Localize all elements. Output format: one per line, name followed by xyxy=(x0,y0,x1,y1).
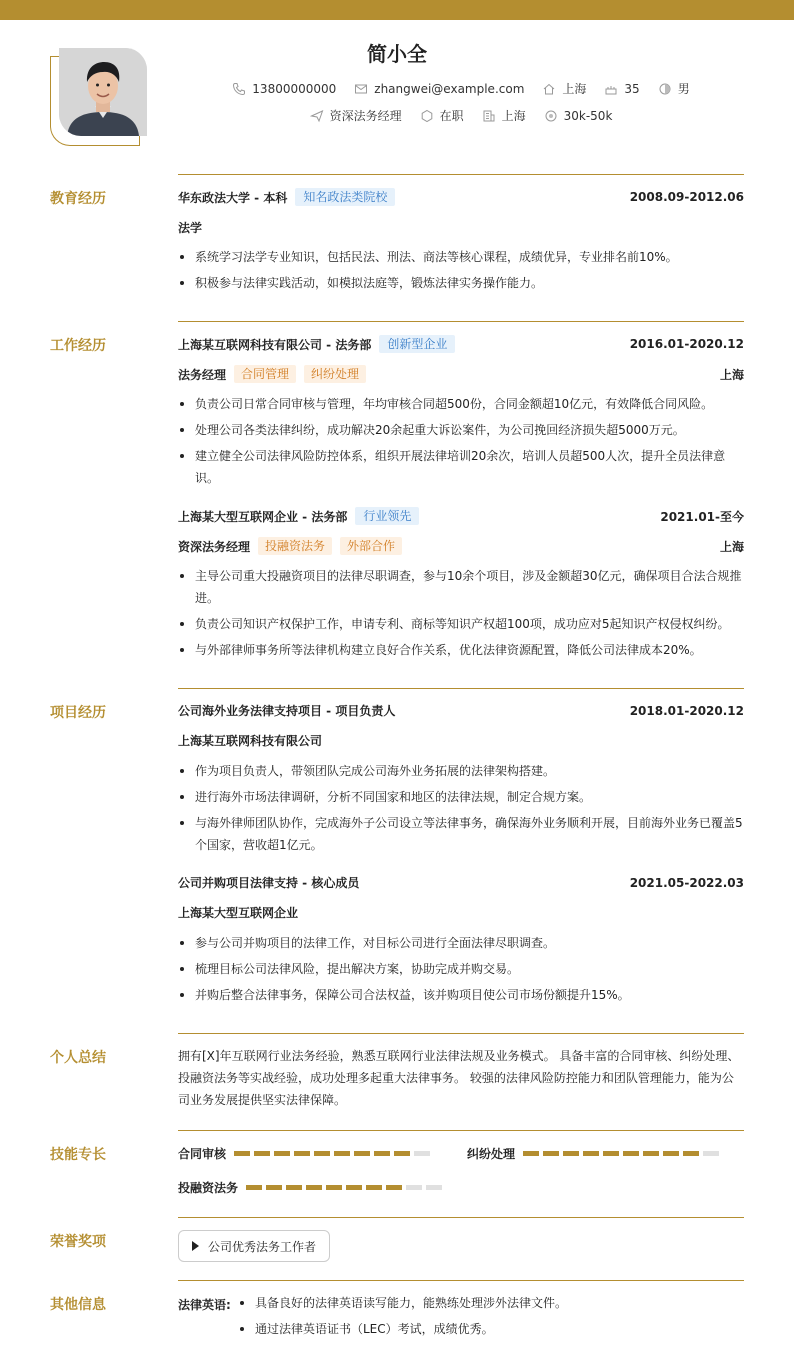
education-major-row xyxy=(178,219,744,236)
salary-text: 30k-50k xyxy=(563,108,613,123)
skill-level-bar xyxy=(234,1151,434,1156)
skill-tag: 外部合作 xyxy=(340,537,402,555)
skill-level-segment xyxy=(703,1151,719,1156)
skill-level-segment xyxy=(523,1151,539,1156)
award-chip[interactable] xyxy=(178,1230,330,1262)
building-icon xyxy=(482,109,496,123)
section-divider xyxy=(178,1217,744,1218)
work-header-1 xyxy=(178,335,744,353)
list-item: 主导公司重大投融资项目的法律尽职调查，参与10余个项目，涉及金额超30亿元，确保项目合法合规推进。 xyxy=(178,565,744,609)
list-item: 与海外律师团队协作，完成海外子公司设立等法律事务，确保海外业务顺利开展，目前海外业务已覆盖5个国家，营收超1亿元。 xyxy=(178,812,744,856)
work-date: 2016.01-2020.12 xyxy=(629,337,744,351)
skill-level-segment xyxy=(346,1185,362,1190)
school-name: 华东政法大学 - 本科 xyxy=(178,190,288,205)
send-icon xyxy=(310,109,324,123)
list-item: 负责公司知识产权保护工作，申请专利、商标等知识产权超100项，成功应对5起知识产权侵权纠纷。 xyxy=(178,613,744,635)
company-name: 上海某互联网科技有限公司 - 法务部 xyxy=(178,337,372,352)
list-item: 通过法律英语证书（LEC）考试，成绩优秀。 xyxy=(238,1318,744,1340)
top-accent-bar xyxy=(0,0,794,20)
education-bullets xyxy=(178,246,744,298)
position-item xyxy=(310,107,402,124)
project-org-row-1 xyxy=(178,732,744,749)
phone-item xyxy=(232,82,336,96)
mail-icon xyxy=(354,82,368,96)
home-icon xyxy=(542,82,556,96)
gender-item xyxy=(658,80,690,97)
skill-level-segment xyxy=(583,1151,599,1156)
gender-text: 男 xyxy=(677,82,690,96)
section-divider xyxy=(178,174,744,175)
skill-level-segment xyxy=(266,1185,282,1190)
skill-name: 投融资法务 xyxy=(178,1181,239,1195)
role: 法务经理 xyxy=(178,367,227,382)
work-bullets-1 xyxy=(178,393,744,493)
skill-level-segment xyxy=(306,1185,322,1190)
section-title-project: 项目经历 xyxy=(50,705,106,721)
skill-name: 纠纷处理 xyxy=(467,1147,516,1161)
skill-level-segment xyxy=(254,1151,270,1156)
section-title-summary: 个人总结 xyxy=(50,1050,106,1066)
status-text: 在职 xyxy=(439,109,464,123)
skill-tag: 投融资法务 xyxy=(258,537,332,555)
section-divider xyxy=(178,1130,744,1131)
skill-level-segment xyxy=(563,1151,579,1156)
section-title-skills: 技能专长 xyxy=(50,1147,106,1163)
skill-level-segment xyxy=(603,1151,619,1156)
position-text: 资深法务经理 xyxy=(329,109,402,123)
section-divider xyxy=(178,1033,744,1034)
project-header-1 xyxy=(178,702,744,719)
skill-level-segment xyxy=(246,1185,262,1190)
skill-level-segment xyxy=(234,1151,250,1156)
skill-level-bar xyxy=(246,1185,446,1190)
salary-item xyxy=(544,109,613,123)
age-item xyxy=(604,82,639,96)
city-item xyxy=(542,80,586,97)
company-tag: 行业领先 xyxy=(355,507,419,525)
project-header-2 xyxy=(178,874,744,891)
project-date: 2018.01-2020.12 xyxy=(629,703,744,718)
phone-text: 13800000000 xyxy=(252,81,337,96)
list-item: 并购后整合法律事务，保障公司合法权益，该并购项目使公司市场份额提升15%。 xyxy=(178,984,744,1006)
work-role-row-1 xyxy=(178,365,744,383)
email-item xyxy=(354,82,524,96)
work-date: 2021.01-至今 xyxy=(660,509,744,524)
list-item: 积极参与法律实践活动，如模拟法庭等，锻炼法律实务操作能力。 xyxy=(178,272,744,294)
skill-level-segment xyxy=(286,1185,302,1190)
education-date: 2008.09-2012.06 xyxy=(629,190,744,204)
section-divider xyxy=(178,1280,744,1281)
project-org: 上海某互联网科技有限公司 xyxy=(178,734,323,748)
list-item: 与外部律师事务所等法律机构建立良好合作关系，优化法律资源配置，降低公司法律成本20%。 xyxy=(178,639,744,661)
education-header xyxy=(178,188,744,206)
list-item: 处理公司各类法律纠纷，成功解决20余起重大诉讼案件，为公司挽回经济损失超5000万元。 xyxy=(178,419,744,441)
skill-level-segment xyxy=(643,1151,659,1156)
play-icon xyxy=(192,1241,199,1251)
skill-level-segment xyxy=(354,1151,370,1156)
section-title-other: 其他信息 xyxy=(50,1297,106,1313)
expected-city-text: 上海 xyxy=(501,109,526,123)
skill-level-segment xyxy=(683,1151,699,1156)
gender-icon xyxy=(658,82,672,96)
contact-row xyxy=(178,80,744,97)
skill-level-segment xyxy=(663,1151,679,1156)
skill-tag: 纠纷处理 xyxy=(304,365,366,383)
role: 资深法务经理 xyxy=(178,539,251,554)
skill-level-segment xyxy=(374,1151,390,1156)
skill-item xyxy=(467,1145,723,1162)
section-title-awards: 荣誉奖项 xyxy=(50,1234,106,1250)
list-item: 作为项目负责人，带领团队完成公司海外业务拓展的法律架构搭建。 xyxy=(178,760,744,782)
list-item: 建立健全公司法律风险防控体系，组织开展法律培训20余次，培训人员超500人次，提升全员法律意识。 xyxy=(178,445,744,489)
email-text: zhangwei@example.com xyxy=(374,81,525,96)
list-item: 参与公司并购项目的法律工作，对目标公司进行全面法律尽职调查。 xyxy=(178,932,744,954)
skill-level-segment xyxy=(414,1151,430,1156)
section-divider xyxy=(178,688,744,689)
salary-icon xyxy=(544,109,558,123)
skill-level-segment xyxy=(406,1185,422,1190)
section-title-work: 工作经历 xyxy=(50,338,106,354)
skill-level-segment xyxy=(334,1151,350,1156)
school-tag: 知名政法类院校 xyxy=(295,188,395,206)
work-bullets-2 xyxy=(178,565,744,665)
status-item xyxy=(420,107,464,124)
list-item: 梳理目标公司法律风险，提出解决方案，协助完成并购交易。 xyxy=(178,958,744,980)
project-org-row-2 xyxy=(178,904,744,921)
skill-level-segment xyxy=(274,1151,290,1156)
list-item: 系统学习法学专业知识，包括民法、刑法、商法等核心课程，成绩优异，专业排名前10%。 xyxy=(178,246,744,268)
other-label: 法律英语: xyxy=(178,1298,231,1312)
skill-level-segment xyxy=(426,1185,442,1190)
work-role-row-2 xyxy=(178,537,744,555)
expected-city-item xyxy=(482,107,526,124)
work-location: 上海 xyxy=(719,367,744,382)
project-title: 公司海外业务法律支持项目 - 项目负责人 xyxy=(178,704,396,718)
section-title-education: 教育经历 xyxy=(50,191,106,207)
skill-level-segment xyxy=(394,1151,410,1156)
summary-text: 拥有[X]年互联网行业法务经验，熟悉互联网行业法律法规及业务模式。 具备丰富的合同审核、纠纷处理、投融资法务等实战经验，成功处理多起重大法律事务。 较强的法律风险防控能力和团队管理能力，能为公司业务发展提供坚实法律保障。 xyxy=(178,1049,740,1107)
skill-item xyxy=(178,1145,434,1162)
company-tag: 创新型企业 xyxy=(379,335,455,353)
skill-level-segment xyxy=(623,1151,639,1156)
age-text: 35 xyxy=(624,81,640,96)
list-item: 具备良好的法律英语读写能力，能熟练处理涉外法律文件。 xyxy=(238,1292,744,1314)
skill-level-segment xyxy=(326,1185,342,1190)
project-bullets-1 xyxy=(178,760,744,860)
skill-level-bar xyxy=(523,1151,723,1156)
candidate-name: 简小全 xyxy=(367,42,427,66)
skill-level-segment xyxy=(386,1185,402,1190)
list-item: 进行海外市场法律调研，分析不同国家和地区的法律法规，制定合规方案。 xyxy=(178,786,744,808)
skill-tag: 合同管理 xyxy=(234,365,296,383)
phone-icon xyxy=(232,82,246,96)
other-list xyxy=(238,1292,744,1344)
list-item: 负责公司日常合同审核与管理，年均审核合同超500份，合同金额超10亿元，有效降低合同风险。 xyxy=(178,393,744,415)
company-name: 上海某大型互联网企业 - 法务部 xyxy=(178,509,348,524)
skill-level-segment xyxy=(294,1151,310,1156)
job-intent-row xyxy=(178,107,744,124)
project-title: 公司并购项目法律支持 - 核心成员 xyxy=(178,876,360,890)
section-divider xyxy=(178,321,744,322)
project-bullets-2 xyxy=(178,932,744,1010)
skill-item xyxy=(178,1179,446,1196)
work-header-2 xyxy=(178,507,744,525)
skill-level-segment xyxy=(366,1185,382,1190)
city-text: 上海 xyxy=(562,82,587,96)
skill-level-segment xyxy=(543,1151,559,1156)
skill-name: 合同审核 xyxy=(178,1147,227,1161)
skill-level-segment xyxy=(314,1151,330,1156)
project-org: 上海某大型互联网企业 xyxy=(178,906,299,920)
award-label: 公司优秀法务工作者 xyxy=(208,1239,317,1254)
age-icon xyxy=(604,82,618,96)
work-location: 上海 xyxy=(719,539,744,554)
project-date: 2021.05-2022.03 xyxy=(629,875,744,890)
status-icon xyxy=(420,109,434,123)
major: 法学 xyxy=(178,221,203,235)
